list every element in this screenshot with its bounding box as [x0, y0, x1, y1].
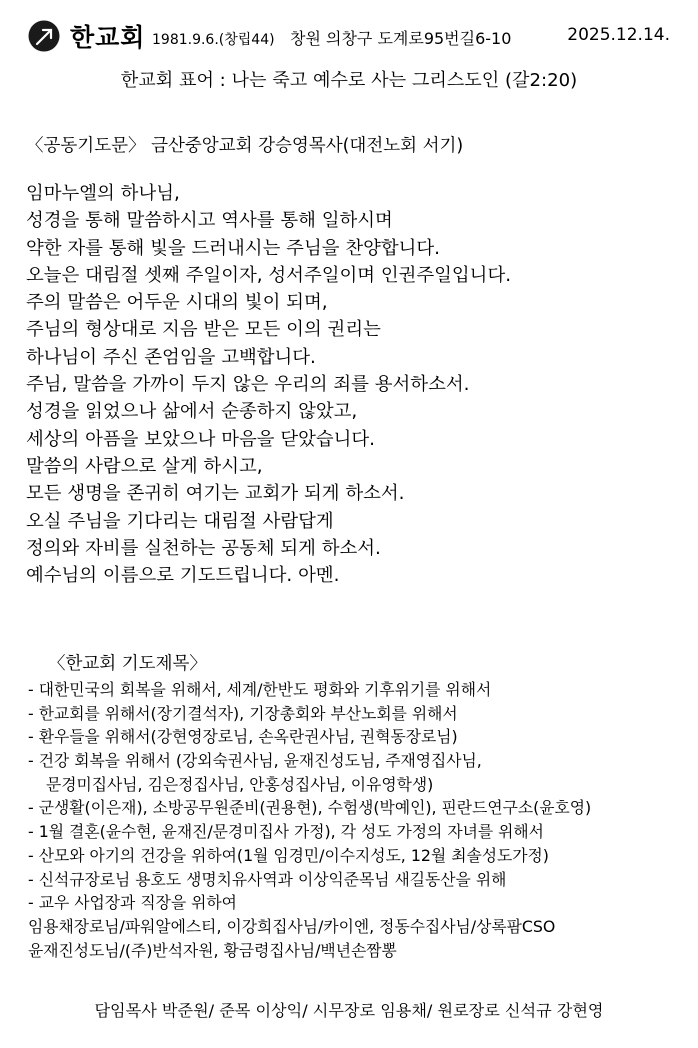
prayer-line: 정의와 자비를 실천하는 공동체 되게 하소서. — [26, 537, 381, 559]
prayer-line: 주님, 말씀을 가까이 두지 않은 우리의 죄를 용서하소서. — [26, 374, 470, 396]
prayer-topic-item: - 군생활(이은재), 소방공무원준비(권용현), 수험생(박예인), 핀란드연구소(윤호영) — [28, 798, 592, 818]
prayer-topic-workplaces: 윤재진성도님/(주)반석자원, 황금령집사님/백년손짬뽕 — [28, 940, 397, 960]
church-logo-icon — [28, 20, 60, 52]
prayer-topic-item: - 한교회를 위해서(장기결석자), 기장총회와 부산노회를 위해서 — [28, 703, 458, 723]
prayer-line: 오실 주님을 기다리는 대림절 사람답게 — [26, 510, 334, 532]
prayer-topics-title: 〈한교회 기도제목〉 — [48, 654, 207, 674]
prayer-line: 성경을 읽었으나 삶에서 순종하지 않았고, — [26, 401, 358, 423]
common-prayer-title: 〈공동기도문〉 금산중앙교회 강승영목사(대전노회 서기) — [26, 136, 464, 156]
prayer-topic-continuation: 문경미집사님, 김은정집사님, 안홍성집사님, 이유영학생) — [46, 774, 434, 794]
prayer-line: 임마누엘의 하나님, — [26, 183, 180, 204]
prayer-topic-item: - 교우 사업장과 직장을 위하여 — [28, 893, 237, 913]
prayer-topic-workplaces: 임용채장로님/파워알에스티, 이강희집사님/카이엔, 정동수집사님/상록팜CSO — [28, 916, 556, 936]
prayer-topics-list — [28, 678, 591, 962]
prayer-line: 하나님이 주신 존엄임을 고백합니다. — [26, 346, 316, 368]
prayer-line: 예수님의 이름으로 기도드립니다. 아멘. — [26, 565, 340, 587]
prayer-topic-item: - 1월 결혼(윤수현, 윤재진/문경미집사 가정), 각 성도 가정의 자녀를 위해서 — [28, 822, 544, 842]
prayer-topic-item: - 대한민국의 회복을 위해서, 세계/한반도 평화와 기후위기를 위해서 — [28, 680, 492, 699]
common-prayer-text — [26, 180, 511, 589]
prayer-line: 성경을 통해 말씀하시고 역사를 통해 일하시며 — [26, 210, 393, 232]
prayer-topic-item: - 환우들을 위해서(강현영장로님, 손옥란권사님, 권혁동장로님) — [28, 727, 458, 747]
church-name: 한교회 — [70, 23, 146, 52]
prayer-line: 주의 말씀은 어두운 시대의 빛이 되며, — [26, 292, 328, 314]
prayer-line: 모든 생명을 존귀히 여기는 교회가 되게 하소서. — [26, 483, 405, 505]
prayer-topic-item: - 신석규장로님 용호도 생명치유사역과 이상익준목님 새길동산을 위해 — [28, 869, 507, 889]
prayer-line: 세상의 아픔을 보았으나 마음을 닫았습니다. — [26, 428, 376, 450]
prayer-line: 오늘은 대림절 셋째 주일이자, 성서주일이며 인권주일입니다. — [26, 264, 512, 286]
bulletin-header — [28, 14, 688, 54]
prayer-line: 말씀의 사람으로 살게 하시고, — [26, 455, 263, 477]
founded-date: 1981.9.6.(창립44) — [152, 32, 275, 48]
prayer-topic-item: - 산모와 아기의 건강을 위하여(1월 임경민/이수지성도, 12월 최솔성도가정) — [28, 845, 549, 865]
bulletin-date: 2025.12.14. — [567, 25, 670, 45]
church-motto: 한교회 표어 : 나는 죽고 예수로 사는 그리스도인 (갈2:20) — [120, 70, 578, 91]
prayer-topic-item: - 건강 회복을 위해서 (강외숙권사님, 윤재진성도님, 주재영집사님, — [28, 751, 482, 771]
pastoral-staff-footer: 담임목사 박준원/ 준목 이상익/ 시무장로 임용채/ 원로장로 신석규 강현영 — [94, 1001, 604, 1020]
prayer-line: 약한 자를 통해 빛을 드러내시는 주님을 찬양합니다. — [26, 237, 440, 259]
church-address: 창원 의창구 도계로95번길6-10 — [290, 29, 512, 48]
prayer-line: 주님의 형상대로 지음 받은 모든 이의 권리는 — [26, 319, 381, 341]
